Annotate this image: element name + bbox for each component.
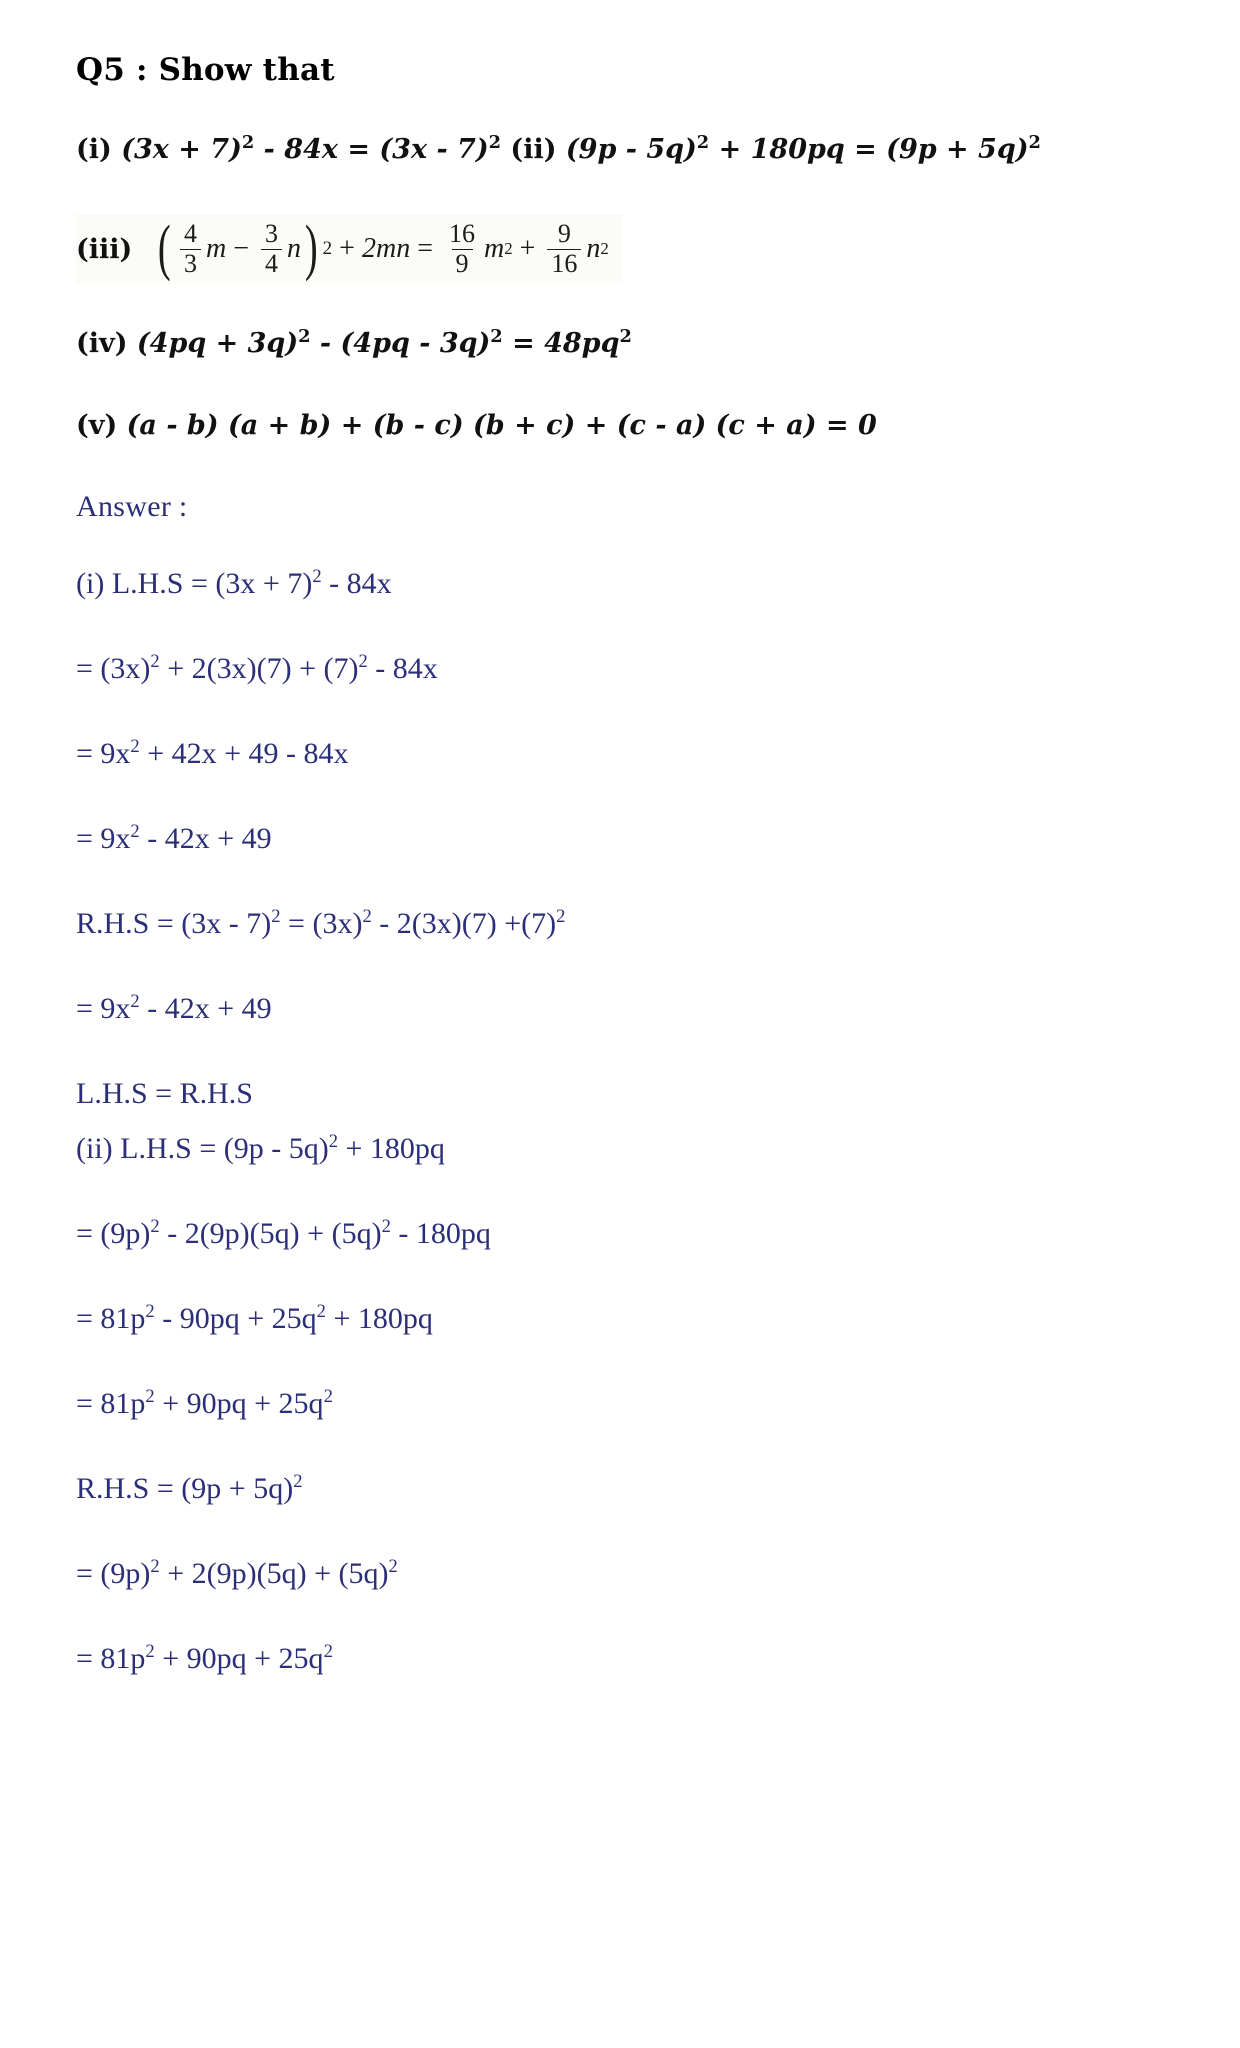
step-tail: + 42x + 49 - 84x <box>139 737 349 771</box>
solution-step-12 <box>76 1469 1170 1508</box>
question-ii-expr-a: (9p - 5q) <box>565 134 697 165</box>
question-iv-expr-b: - (4pq - 3q) <box>310 327 491 359</box>
question-i-expr-a: (3x + 7) <box>121 134 242 165</box>
minus-operator: − <box>233 233 250 265</box>
question-ii-exp-2: 2 <box>1028 132 1041 153</box>
answer-label: Answer : <box>76 490 188 524</box>
step-tail: + 180pq <box>338 1132 445 1166</box>
question-iv-exp-a: 2 <box>298 325 311 347</box>
question-iv-expr-c: = 48pq <box>502 327 620 359</box>
step-lead: = (9p) <box>76 1217 151 1251</box>
step-sup-2: 2 <box>388 1556 398 1578</box>
plus-operator-2: + <box>519 233 536 265</box>
step-sup-2: 2 <box>362 906 372 928</box>
step-lead: = 81p <box>76 1642 146 1676</box>
step-tail: + 180pq <box>325 1302 433 1336</box>
step-sup-3: 2 <box>556 906 566 928</box>
page-title: Q5 : Show that <box>76 52 335 88</box>
fraction-numerator: 16 <box>449 219 475 249</box>
solution-step-2 <box>76 649 1170 688</box>
step-sup-2: 2 <box>358 651 368 673</box>
step-lead: = 9x <box>76 737 131 771</box>
step-lead: (i) L.H.S = (3x + 7) <box>76 567 313 601</box>
step-tail: - 84x <box>367 652 438 686</box>
question-line-v <box>76 408 1170 444</box>
step-sup: 2 <box>130 736 140 758</box>
step-sup: 2 <box>271 906 281 928</box>
solution-step-5 <box>76 904 1170 943</box>
step-sup-2: 2 <box>323 1641 333 1663</box>
solution-step-14 <box>76 1639 1170 1678</box>
question-iv-exp-c: 2 <box>619 325 632 347</box>
step-tail: - 84x <box>321 567 392 601</box>
solution-step-6 <box>76 989 1170 1028</box>
step-mid: + 90pq + 25q <box>154 1387 324 1421</box>
solution-step-8 <box>76 1129 1170 1168</box>
step-lead: = 81p <box>76 1302 146 1336</box>
step-lead: R.H.S = (3x - 7) <box>76 907 272 941</box>
step-tail: - 42x + 49 <box>139 992 272 1026</box>
step-sup: 2 <box>328 1131 339 1153</box>
step-sup: 2 <box>312 566 322 588</box>
step-lead: = (9p) <box>76 1557 151 1591</box>
equals-operator: = <box>417 233 433 265</box>
step-sup-2: 2 <box>323 1386 333 1408</box>
variable-n: n <box>287 233 302 265</box>
question-iv-exp-b: 2 <box>490 325 503 347</box>
step-sup: 2 <box>150 1556 160 1578</box>
step-sup: 2 <box>130 991 140 1013</box>
step-mid: + 90pq + 25q <box>154 1642 324 1676</box>
fraction-denominator: 16 <box>547 249 581 278</box>
variable-n-squared: n <box>586 233 601 265</box>
question-v-expr: (a - b) (a + b) + (b - c) (b + c) + (c - a) (c + a) = 0 <box>126 410 877 442</box>
step-lead: L.H.S = R.H.S <box>76 1077 253 1111</box>
solution-step-4 <box>76 819 1170 858</box>
step-sup-2: 2 <box>316 1301 326 1323</box>
step-lead: R.H.S = (9p + 5q) <box>76 1472 294 1506</box>
fraction-denominator: 9 <box>452 249 473 278</box>
step-sup: 2 <box>145 1301 155 1323</box>
step-sup: 2 <box>145 1386 155 1408</box>
question-iv-expr-a: (4pq + 3q) <box>136 327 299 359</box>
solution-step-7 <box>76 1074 1170 1113</box>
fraction-16-over-9 <box>445 220 479 277</box>
question-line-iii <box>76 214 623 283</box>
step-tail: - 180pq <box>390 1217 491 1251</box>
step-sup: 2 <box>130 821 140 843</box>
solution-step-3 <box>76 734 1170 773</box>
step-mid: = (3x) <box>280 907 363 941</box>
variable-m: m <box>205 233 227 265</box>
question-roman-i: (i) <box>76 134 112 165</box>
fraction-numerator: 4 <box>183 219 197 249</box>
variable-m-squared: m <box>484 233 505 265</box>
solution-step-10 <box>76 1299 1170 1338</box>
solution-step-9 <box>76 1214 1170 1253</box>
solution-step-11 <box>76 1384 1170 1423</box>
fraction-3-over-4 <box>261 220 282 277</box>
step-lead: = (3x) <box>76 652 151 686</box>
step-sup: 2 <box>145 1641 155 1663</box>
plus-operator: + <box>339 233 355 265</box>
question-roman-ii: (ii) <box>510 134 557 165</box>
step-lead: = 81p <box>76 1387 146 1421</box>
question-i-exp-2: 2 <box>488 132 502 153</box>
fraction-4-over-3 <box>180 220 201 277</box>
fraction-denominator: 3 <box>180 249 201 278</box>
question-line-iv <box>76 326 1170 362</box>
fraction-numerator: 9 <box>557 219 571 249</box>
step-mid: + 2(3x)(7) + (7) <box>159 652 359 686</box>
step-tail: - 42x + 49 <box>139 822 272 856</box>
step-lead: = 9x <box>76 822 131 856</box>
question-iii-label: (iii) <box>76 233 133 265</box>
step-mid: - 2(9p)(5q) + (5q) <box>159 1217 382 1251</box>
term-2mn: 2mn <box>361 233 411 265</box>
question-ii-expr-b: + 180pq = (9p + 5q) <box>709 134 1029 165</box>
question-i-exp-1: 2 <box>241 132 255 153</box>
step-mid: - 90pq + 25q <box>154 1302 317 1336</box>
question-i-expr-b: - 84x = (3x - 7) <box>254 134 489 165</box>
step-sup-2: 2 <box>381 1216 391 1238</box>
step-mid: + 2(9p)(5q) + (5q) <box>159 1557 389 1591</box>
question-line-i-ii <box>76 132 1170 168</box>
fraction-9-over-16 <box>547 220 581 277</box>
question-iii-expression: ( $\frac{4}{3}$ m − $\frac{3}{4}$ n ) 2 + 2mn = $\frac{16}{9}$ m 2 + $\frac{9}{16}$ n 2 <box>158 214 609 283</box>
question-ii-exp-1: 2 <box>696 132 710 153</box>
step-lead: (ii) L.H.S = (9p - 5q) <box>76 1132 329 1166</box>
step-lead: = 9x <box>76 992 131 1026</box>
step-sup: 2 <box>150 1216 160 1238</box>
left-paren: ( <box>158 214 172 283</box>
step-sup: 2 <box>150 651 160 673</box>
step-sup: 2 <box>293 1471 303 1493</box>
fraction-numerator: 3 <box>265 219 279 249</box>
question-v-label: (v) <box>76 410 118 442</box>
question-iv-label: (iv) <box>76 327 128 359</box>
fraction-denominator: 4 <box>261 249 282 278</box>
solution-step-13 <box>76 1554 1170 1593</box>
solution-step-1 <box>76 564 1170 603</box>
right-paren: ) <box>304 214 318 283</box>
step-tail: - 2(3x)(7) +(7) <box>371 907 557 941</box>
